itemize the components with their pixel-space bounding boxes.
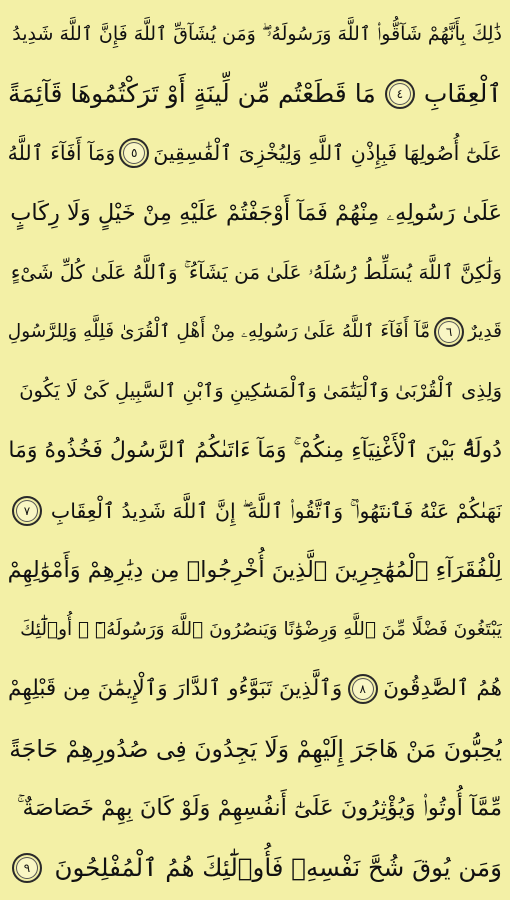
line-text: عَلَىٰ رَسُولِهِۦ مِنْهُمْ فَمَآ أَوْجَفْتُمْ عَلَيْهِ مِنْ خَيْلٍ وَلَا رِكَابٍ (10, 199, 502, 226)
line-text-continued: وَمَآ أَفَآءَ ٱللَّهُ (8, 141, 116, 166)
verse-lines (8, 6, 502, 896)
line-text-continued: مَا قَطَعْتُم مِّن لِّينَةٍ أَوْ تَرَكْتُمُوهَا قَآئِمَةً (8, 78, 376, 108)
text-line-1 (8, 6, 502, 62)
ayah-number-marker: ٩ (12, 853, 42, 883)
line-text: لِلْفُقَرَآءِ ٱلْمُهَٰجِرِينَ ٱلَّذِينَ أُخْرِجُوا۟ مِن دِيَٰرِهِمْ وَأَمْوَٰلِهِمْ (8, 557, 502, 584)
line-text: وَلَٰكِنَّ ٱللَّهَ يُسَلِّطُ رُسُلَهُۥ عَلَىٰ مَن يَشَآءُ ۚ وَٱللَّهُ عَلَىٰ كُلِّ شَىْءٍ (10, 260, 502, 285)
line-text-continued: مَّآ أَفَآءَ ٱللَّهُ عَلَىٰ رَسُولِهِۦ مِنْ أَهْلِ ٱلْقُرَىٰ فَلِلَّهِ وَلِلرَّسُولِ (8, 320, 431, 342)
text-line-5 (8, 244, 502, 300)
text-line-6 (8, 304, 502, 360)
line-text: يَبْتَغُونَ فَضْلًا مِّنَ ٱللَّهِ وَرِضْوَٰنًا وَيَنصُرُونَ ٱللَّهَ وَرَسُولَهُۥٓ ۚ أُو۟لَٰٓئِكَ (20, 618, 502, 640)
text-line-4 (8, 185, 502, 241)
text-line-3 (8, 125, 502, 181)
ayah-number-marker: ٧ (12, 496, 42, 526)
line-text: مِّمَّآ أُوتُوا۟ وَيُؤْثِرُونَ عَلَىٰٓ أَنفُسِهِمْ وَلَوْ كَانَ بِهِمْ خَصَاصَةٌ ۚ (16, 795, 502, 822)
text-line-15 (8, 840, 502, 896)
text-line-7 (8, 363, 502, 419)
text-line-11 (8, 602, 502, 658)
ayah-number-marker: ٨ (348, 674, 378, 704)
ayah-number-marker: ٦ (434, 317, 464, 347)
line-text: ذَٰلِكَ بِأَنَّهُمْ شَآقُّوا۟ ٱللَّهَ وَرَسُولَهُۥ ۖ وَمَن يُشَآقِّ ٱللَّهَ فَإِنَّ ٱللَّهَ شَدِيدُ (12, 23, 502, 45)
line-text: وَلِذِى ٱلْقُرْبَىٰ وَٱلْيَتَٰمَىٰ وَٱلْمَسَٰكِينِ وَٱبْنِ ٱلسَّبِيلِ كَىْ لَا يَكُونَ (19, 379, 502, 403)
text-line-12 (8, 661, 502, 717)
line-text-continued: وَٱلَّذِينَ تَبَوَّءُو ٱلدَّارَ وَٱلْإِيمَٰنَ مِن قَبْلِهِمْ (8, 676, 343, 702)
line-text: قَدِيرٌ (468, 320, 502, 342)
text-line-9 (8, 483, 502, 539)
text-line-2 (8, 66, 502, 122)
line-text: عَلَىٰٓ أُصُولِهَا فَبِإِذْنِ ٱللَّهِ وَلِيُخْزِىَ ٱلْفَٰسِقِينَ (153, 141, 502, 166)
text-line-13 (8, 721, 502, 777)
ayah-number-marker: ٥ (119, 138, 149, 168)
line-text: وَمَن يُوقَ شُحَّ نَفْسِهِۦ فَأُو۟لَٰٓئِكَ هُمُ ٱلْمُفْلِحُونَ (54, 852, 502, 882)
text-line-8 (8, 423, 502, 479)
text-line-14 (8, 780, 502, 836)
ayah-number-marker: ٤ (385, 79, 415, 109)
line-text: ٱلْعِقَابِ (423, 78, 502, 108)
text-line-10 (8, 542, 502, 598)
line-text: نَهَىٰكُمْ عَنْهُ فَٱنتَهُوا۟ ۚ وَٱتَّقُوا۟ ٱللَّهَ ۖ إِنَّ ٱللَّهَ شَدِيدُ ٱلْعِقَابِ (50, 498, 502, 523)
line-text: هُمُ ٱلصَّٰدِقُونَ (383, 676, 502, 702)
line-text: دُولَةًۢ بَيْنَ ٱلْأَغْنِيَآءِ مِنكُمْ ۚ وَمَآ ءَاتَىٰكُمُ ٱلرَّسُولُ فَخُذُوهُ وَمَا (8, 437, 502, 463)
line-text: يُحِبُّونَ مَنْ هَاجَرَ إِلَيْهِمْ وَلَا يَجِدُونَ فِى صُدُورِهِمْ حَاجَةً (9, 734, 502, 763)
